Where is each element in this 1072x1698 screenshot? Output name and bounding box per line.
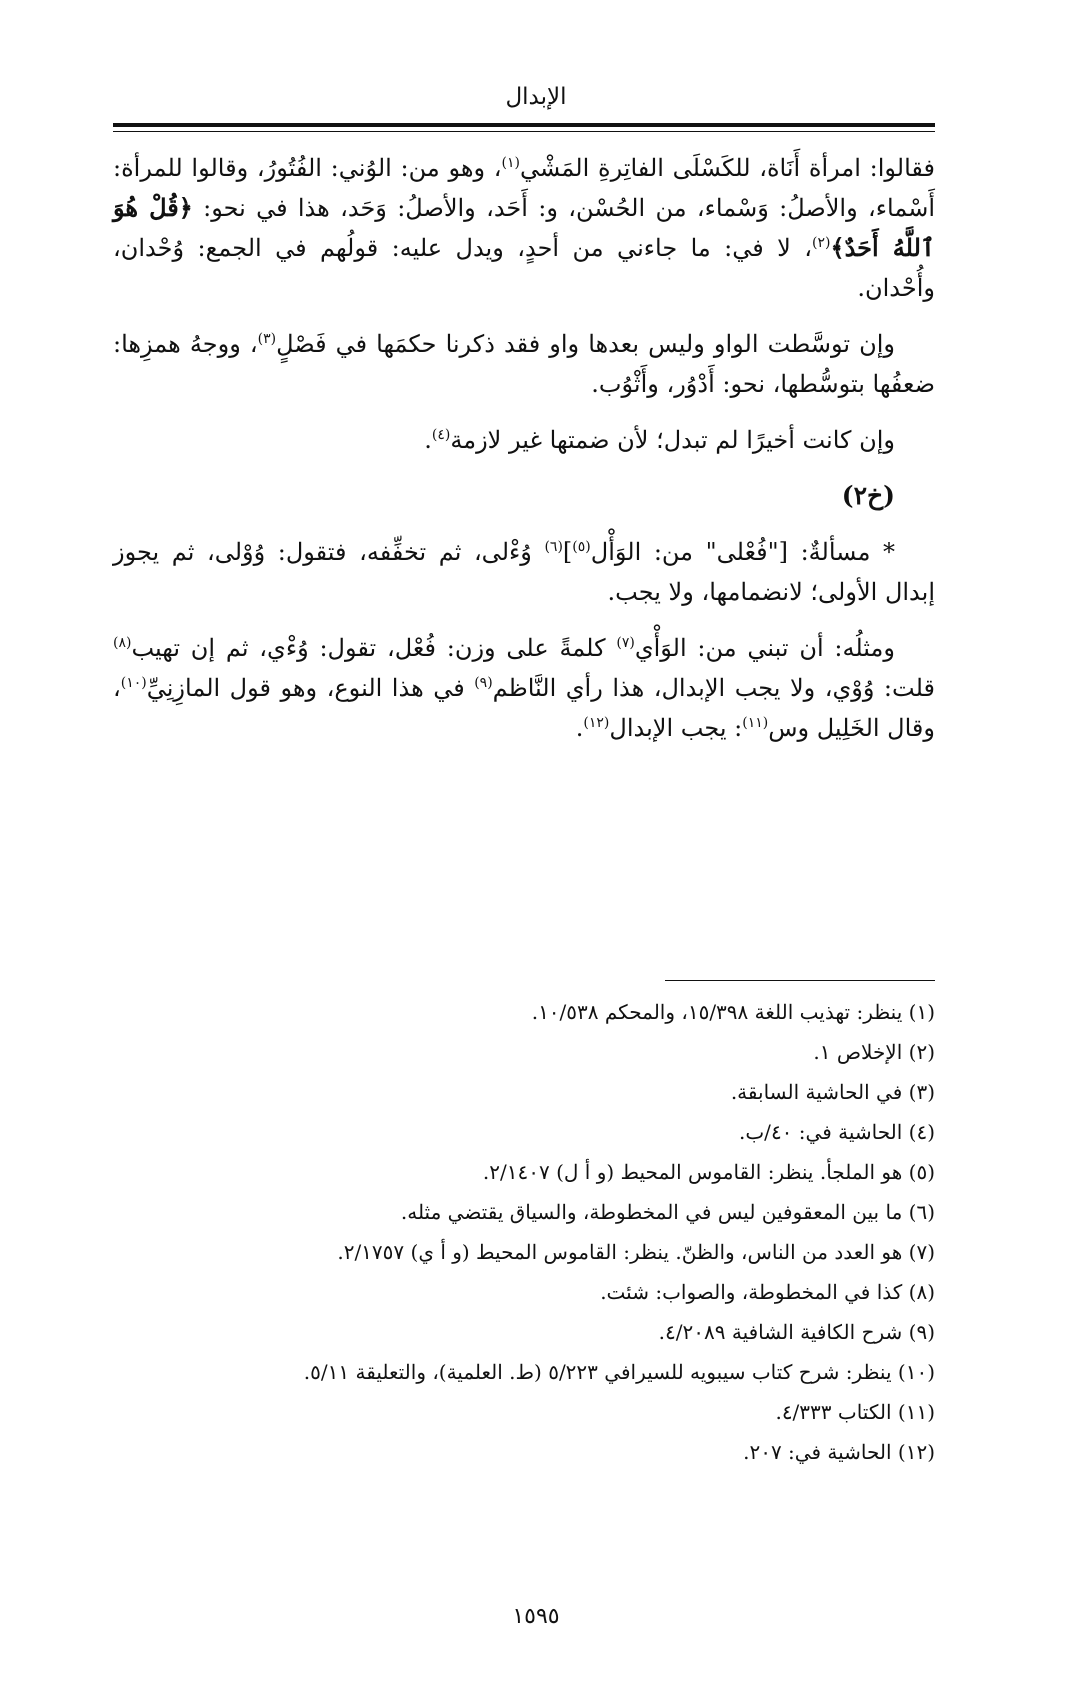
footnote-ref[interactable]: (٧) — [616, 635, 635, 651]
footnote: (٣) في الحاشية السابقة. — [730, 1080, 935, 1104]
paragraph-1: فقالوا: امرأة أَنَاة، للكَسْلَى الفاتِرةِ المَشْي$^{(١)}$، وهو من: الوُني: الفُتُورُ، وقالوا للمرأة: أَسْماء، والأصلُ: وَسْماء، من الحُسْن، و: أَحَد، والأصلُ: وَحَد، هذا في نحو: ﴿قُلْ هُوَ ٱللَّهُ أَحَدٌ﴾$^{(٢)}$، لا في: ما جاءني من أحدٍ، ويدل عليه: قولُهم في الجمع: وُحْدان، وأُحْدان. — [113, 154, 935, 302]
page-number: ١٥٩٥ — [512, 1604, 560, 1629]
footnote: (١) ينظر: تهذيب اللغة ١٥/٣٩٨، والمحكم ١٠/٥٣٨. — [531, 1000, 935, 1024]
footnote-ref[interactable]: (٤) — [431, 427, 451, 443]
footnote-ref[interactable]: (٥) — [572, 539, 591, 555]
footnote-ref[interactable]: (١٢) — [583, 715, 610, 731]
manuscript-marker: (خ٢) — [841, 481, 895, 510]
paragraph-5: ومثلُه: أن تبني من: الوَأْي$^{(٧)}$ كلمةً على وزن: فُعْل، تقول: وُءْي، ثم إن تهيب$^{(٨)}$ قلت: وُوْي، ولا يجب الإبدال، هذا رأي النَّاظم$^{(٩)}$ في هذا النوع، وهو قول المازِنِيِّ$^{(١٠)}$، وقال الخَلِيل وس$^{(١١)}$: يجب الإبدال$^{(١٢)}$. — [113, 634, 935, 742]
main-text — [113, 148, 935, 764]
footnote: (١١) الكتاب ٤/٣٣٣. — [775, 1400, 935, 1424]
footnote: (١٠) ينظر: شرح كتاب سيبويه للسيرافي ٥/٢٢٣ (ط. العلمية)، والتعليقة ٥/١١. — [303, 1360, 935, 1384]
footnote: (٨) كذا في المخطوطة، والصواب: شئت. — [600, 1280, 935, 1304]
footnote-ref[interactable]: (١) — [501, 155, 521, 171]
footnote-ref[interactable]: (١١) — [742, 715, 769, 731]
footnote-ref[interactable]: (٢) — [812, 235, 831, 251]
footnote: (٧) هو العدد من الناس، والظنّ. ينظر: القاموس المحيط (و أ ي) ٢/١٧٥٧. — [337, 1240, 935, 1264]
header-rule-thick — [113, 123, 935, 127]
paragraph-2: وإن توسَّطت الواو وليس بعدها واو فقد ذكرنا حكمَها في فَصْلٍ$^{(٣)}$، ووجهُ همزِها: ضعفُها بتوسُّطها، نحو: أَدْوُر، وأَثْوُب. — [113, 330, 935, 398]
footnote-ref[interactable]: (٦) — [544, 539, 563, 555]
footnote: (١٢) الحاشية في: ٢٠٧. — [743, 1440, 935, 1464]
footnote: (٩) شرح الكافية الشافية ٤/٢٠٨٩. — [658, 1320, 935, 1344]
paragraph-3: وإن كانت أخيرًا لم تبدل؛ لأن ضمتها غير لازمة$^{(٤)}$. — [424, 426, 895, 454]
footnote-ref[interactable]: (٨) — [113, 635, 132, 651]
footnote: (٥) هو الملجأ. ينظر: القاموس المحيط (و أ ل) ٢/١٤٠٧. — [482, 1160, 935, 1184]
footnote: (٤) الحاشية في: ٤٠/ب. — [739, 1120, 935, 1144]
footnote-ref[interactable]: (٩) — [474, 675, 493, 691]
footnote: (٦) ما بين المعقوفين ليس في المخطوطة، والسياق يقتضي مثله. — [400, 1200, 935, 1224]
footnote: (٢) الإخلاص ١. — [813, 1040, 935, 1064]
paragraph-4: * مسألةٌ: ["فُعْلى" من: الوَأْل$^{(٥)}$]$^{(٦)}$ وُءْلى، ثم تخفِّفه، فتقول: وُوْلى، ثم يجوز إبدال الأولى؛ لانضمامها، ولا يجب. — [113, 538, 935, 606]
running-header: الإبدال — [505, 84, 567, 110]
header-rule-thin — [113, 131, 935, 132]
footnote-separator — [665, 980, 935, 981]
footnote-ref[interactable]: (١٠) — [120, 675, 147, 691]
footnote-ref[interactable]: (٣) — [257, 331, 277, 347]
quran-verse: ﴿قُلْ هُوَ ٱللَّهُ أَحَدٌ﴾ — [113, 193, 935, 262]
footnotes — [113, 992, 935, 1472]
